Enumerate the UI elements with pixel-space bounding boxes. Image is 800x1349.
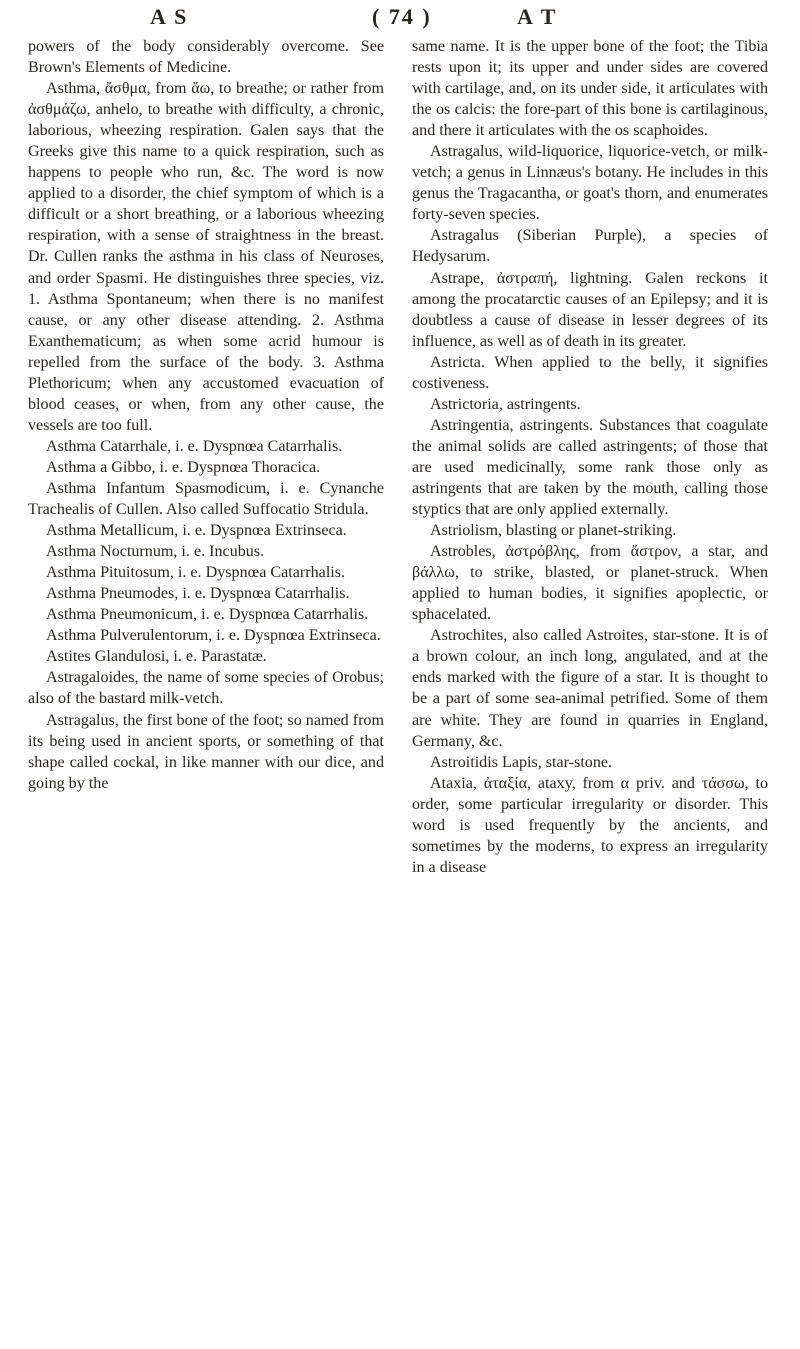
entry-paragraph: Astragaloides, the name of some species of Orobus; also of the bastard milk-vetch. xyxy=(28,669,384,708)
entry-paragraph: Ataxia, ἀταξία, ataxy, from α priv. and τάσσω, to order, some particular irregularity or disorder. This word is used frequently by the ancients, and sometimes by the moderns, to express an irregularity in a disease xyxy=(412,774,768,876)
entry-paragraph: Astragalus, wild-liquorice, liquorice-vetch, or milk-vetch; a genus in Linnæus's botany. He includes in this genus the Tragacantha, or goat's thorn, and enumerates forty-seven species. xyxy=(412,143,768,224)
entry-paragraph: Astragalus (Siberian Purple), a species of Hedysarum. xyxy=(412,227,768,266)
entry-paragraph: Astriolism, blasting or planet-striking. xyxy=(430,522,677,540)
entry-paragraph: Astrochites, also called Astroites, star-stone. It is of a brown colour, an inch long, angulated, and at the ends marked with the figure of a star. It is thought to be a part of some sea-animal petrified. Some of them are white. They are found in quarries in England, Germany, &c. xyxy=(412,627,768,750)
entry-paragraph: Astrobles, ἀστρόβλης, from ἄστρον, a star, and βάλλω, to strike, blasted, or planet-struck. When applied to human bodies, it signifies apoplectic, or sphacelated. xyxy=(412,543,768,624)
left-column xyxy=(28,36,384,794)
entry-paragraph: Astrape, ἀστραπή, lightning. Galen reckons it among the procatarctic causes of an Epilepsy; and it is doubtless a cause of disease in lesser degrees of its influence, as well as of death in its greater. xyxy=(412,269,768,350)
header-right-catchword: A T xyxy=(517,4,558,29)
entry-paragraph: Asthma a Gibbo, i. e. Dyspnœa Thoracica. xyxy=(46,458,321,476)
entry-paragraph: Asthma, ἄσθμα, from ἄω, to breathe; or rather from ἀσθμάζω, anhelo, to breathe with difficulty, a chronic, laborious, wheezing respiration. Galen says that the Greeks give this name to a quick respiration, such as happens to people who run, &c. The word is now applied to a disorder, the chief symptom of which is a difficult or a short breathing, or a laborious wheezing respiration, with a sense of straightness in the breast. Dr. Cullen ranks the asthma in his class of Neuroses, and order Spasmi. He distinguishes three species, viz. 1. Asthma Spontaneum; when there is no manifest cause, or any other disease attending. 2. Asthma Exanthematicum; as when some acrid humour is repelled from the surface of the body. 3. Asthma Plethoricum; when any accustomed evacuation of blood ceases, or when, from any other cause, the vessels are too full. xyxy=(28,80,384,434)
entry-paragraph: Astricta. When applied to the belly, it signifies costiveness. xyxy=(412,353,768,392)
entry-paragraph: Asthma Pulverulentorum, i. e. Dyspnœa Extrinseca. xyxy=(46,627,381,645)
right-column xyxy=(412,36,768,878)
page-number: ( 74 ) xyxy=(372,4,432,29)
running-head xyxy=(0,4,800,34)
entry-paragraph: Asthma Infantum Spasmodicum, i. e. Cynanche Trachealis of Cullen. Also called Suffocatio Stridula. xyxy=(28,479,384,519)
entry-paragraph: Asthma Pneumonicum, i. e. Dyspnœa Catarrhalis. xyxy=(46,606,369,624)
entry-paragraph: powers of the body considerably overcome. See Brown's Elements of Medicine. xyxy=(28,38,384,77)
header-left-catchword: A S xyxy=(150,4,189,29)
entry-paragraph: Astragalus, the first bone of the foot; so named from its being used in ancient sports, or something of that shape called cockal, in like manner with our dice, and going by the xyxy=(28,711,384,792)
entry-paragraph: Astringentia, astringents. Substances that coagulate the animal solids are called astringents; of those that are used medicinally, some rank those only as astringents that are taken by the mouth, calling those styptics that are only applied externally. xyxy=(412,416,768,519)
entry-paragraph: Astrictoria, astringents. xyxy=(430,395,581,413)
entry-paragraph: Astites Glandulosi, i. e. Parastatæ. xyxy=(46,648,267,666)
entry-paragraph: Astroitidis Lapis, star-stone. xyxy=(430,753,613,771)
entry-paragraph: Asthma Nocturnum, i. e. Incubus. xyxy=(46,543,265,561)
entry-paragraph: Asthma Pneumodes, i. e. Dyspnœa Catarrhalis. xyxy=(46,585,350,603)
entry-paragraph: same name. It is the upper bone of the foot; the Tibia rests upon it; its upper and under sides are covered with cartilage, and, on its under side, it articulates with the os calcis: the fore-part of this bone is cartilaginous, and there it articulates with the os scaphoides. xyxy=(412,38,768,140)
entry-paragraph: Asthma Catarrhale, i. e. Dyspnœa Catarrhalis. xyxy=(46,437,343,455)
entry-paragraph: Asthma Pituitosum, i. e. Dyspnœa Catarrhalis. xyxy=(46,564,346,582)
entry-paragraph: Asthma Metallicum, i. e. Dyspnœa Extrinseca. xyxy=(46,522,347,540)
